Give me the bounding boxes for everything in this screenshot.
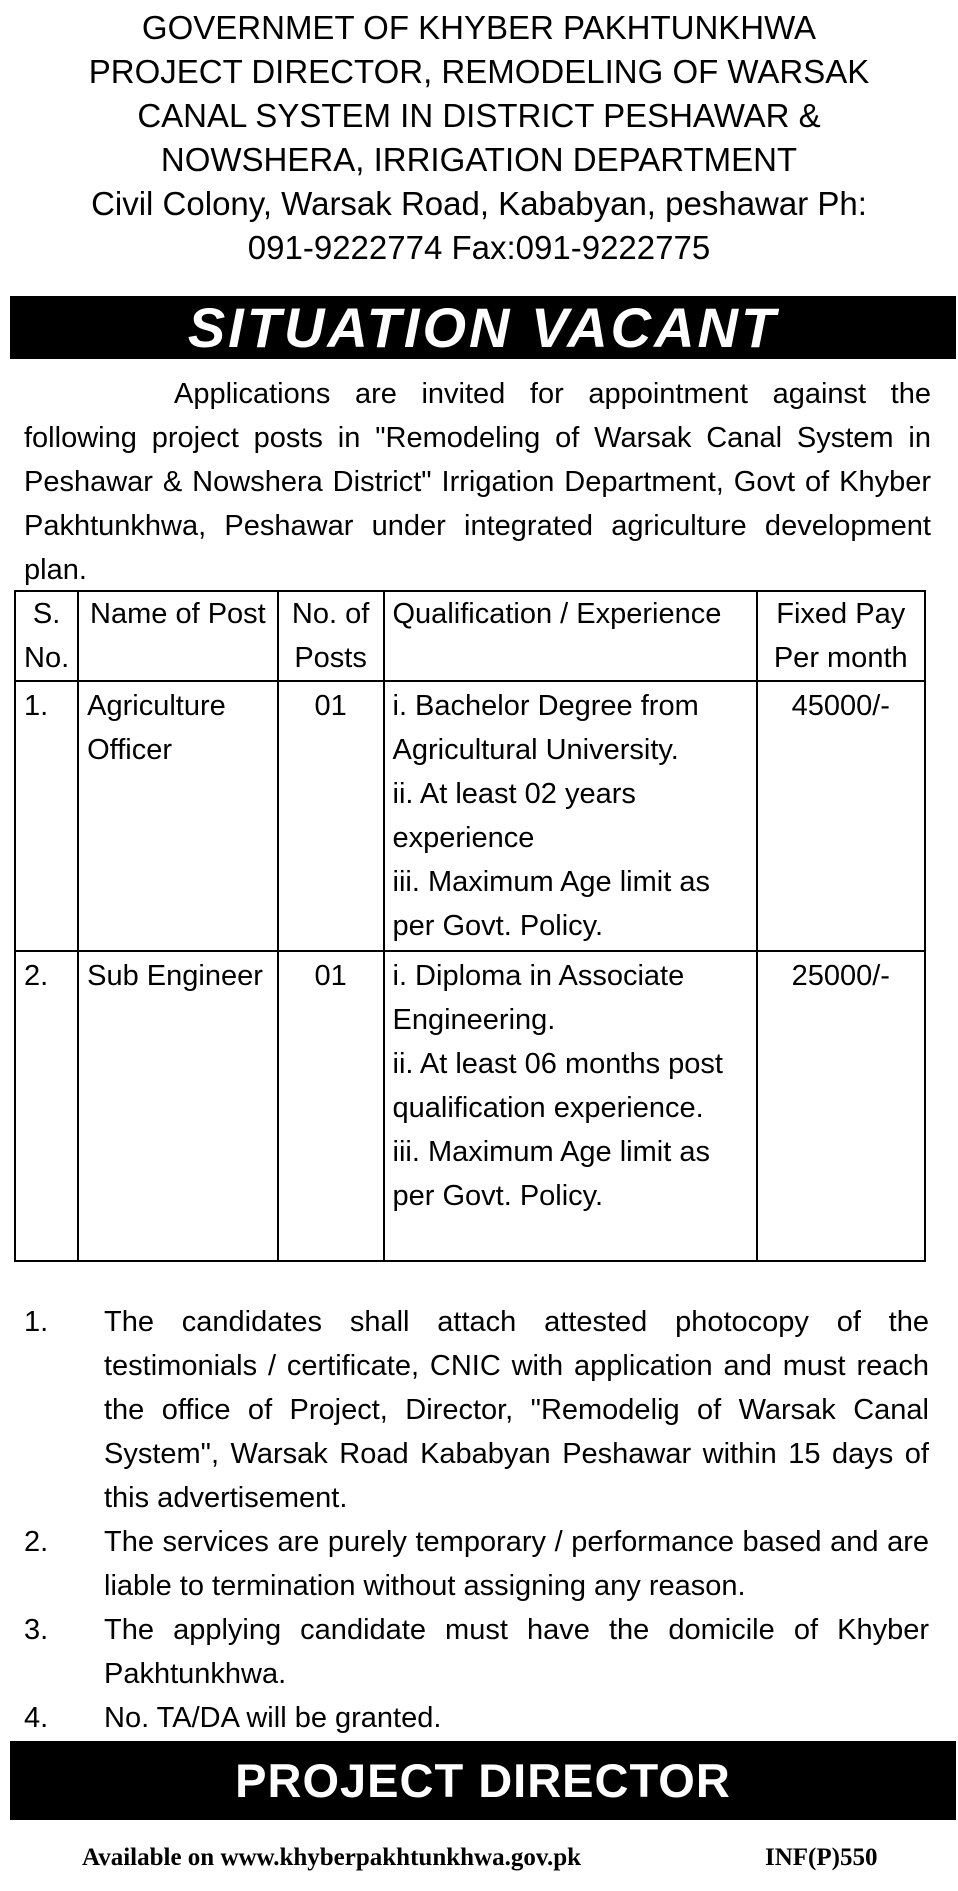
header-name: Name of Post xyxy=(78,591,278,681)
list-item xyxy=(24,1696,929,1740)
header-sno: S. No. xyxy=(15,591,78,681)
term-number: 2. xyxy=(24,1526,49,1558)
intro-text: Applications are invited for appointment against the following project posts in "Remodeling of Warsak Canal System in Peshawar & Nowshera District" Irrigation Department, Govt of Khyber Pakhtunkhwa, Peshawar under integrated agriculture development plan. xyxy=(24,378,931,586)
header-line: NOWSHERA, IRRIGATION DEPARTMENT xyxy=(160,141,798,178)
row-qualification xyxy=(384,681,757,951)
posts-table xyxy=(14,590,926,1262)
header-qualification: Qualification / Experience xyxy=(384,591,757,681)
header-posts: No. of Posts xyxy=(278,591,384,681)
term-text: The services are purely temporary / performance based and are liable to termination without assigning any reason. xyxy=(104,1526,929,1602)
row-pay: 25000/- xyxy=(757,951,926,1261)
reference-number: INF(P)550 xyxy=(765,1844,878,1871)
row-posts-count: 01 xyxy=(278,951,384,1261)
term-text: The candidates shall attach attested photocopy of the testimonials / certificate, CNIC with application and must reach the office of Project, Director, "Remodelig of Warsak Canal System", Warsak Road Kababyan Peshawar within 15 days of this advertisement. xyxy=(104,1306,929,1514)
row-sno: 1. xyxy=(15,681,78,951)
qualification-item: iii. Maximum Age limit as per Govt. Policy. xyxy=(392,1136,710,1212)
row-post-name: Agriculture Officer xyxy=(78,681,278,951)
list-item xyxy=(24,1520,929,1608)
signatory-banner: PROJECT DIRECTOR xyxy=(10,1741,956,1820)
row-posts-count: 01 xyxy=(278,681,384,951)
term-number: 4. xyxy=(24,1702,49,1734)
list-item xyxy=(24,1608,929,1696)
row-post-name: Sub Engineer xyxy=(78,951,278,1261)
qualification-item: ii. At least 06 months post qualification experience. xyxy=(392,1048,723,1124)
qualification-item: i. Bachelor Degree from Agricultural University. xyxy=(392,690,699,766)
term-number: 1. xyxy=(24,1306,49,1338)
header-line: Civil Colony, Warsak Road, Kababyan, peshawar Ph: xyxy=(91,185,867,222)
term-text: The applying candidate must have the domicile of Khyber Pakhtunkhwa. xyxy=(104,1614,929,1690)
availability-note: Available on www.khyberpakhtunkhwa.gov.pk xyxy=(82,1844,582,1871)
header-line: GOVERNMET OF KHYBER PAKHTUNKHWA xyxy=(141,9,817,46)
row-qualification xyxy=(384,951,757,1261)
table-row xyxy=(15,951,925,1261)
terms-list xyxy=(24,1300,929,1740)
table-header-row xyxy=(15,591,925,681)
term-text: No. TA/DA will be granted. xyxy=(104,1702,442,1734)
header-pay: Fixed Pay Per month xyxy=(757,591,926,681)
row-pay: 45000/- xyxy=(757,681,926,951)
qualification-item: i. Diploma in Associate Engineering. xyxy=(392,960,685,1036)
header-line: CANAL SYSTEM IN DISTRICT PESHAWAR & xyxy=(137,97,821,134)
header-line: 091-9222774 Fax:091-9222775 xyxy=(247,229,711,266)
situation-vacant-banner: SITUATION VACANT xyxy=(10,296,956,359)
term-number: 3. xyxy=(24,1614,49,1646)
qualification-item: iii. Maximum Age limit as per Govt. Policy. xyxy=(392,866,710,942)
table-row xyxy=(15,681,925,951)
row-sno: 2. xyxy=(15,951,78,1261)
qualification-item: ii. At least 02 years experience xyxy=(392,778,636,854)
document-header xyxy=(0,6,958,270)
header-line: PROJECT DIRECTOR, REMODELING OF WARSAK xyxy=(88,53,870,90)
intro-paragraph xyxy=(24,372,931,592)
list-item xyxy=(24,1300,929,1520)
